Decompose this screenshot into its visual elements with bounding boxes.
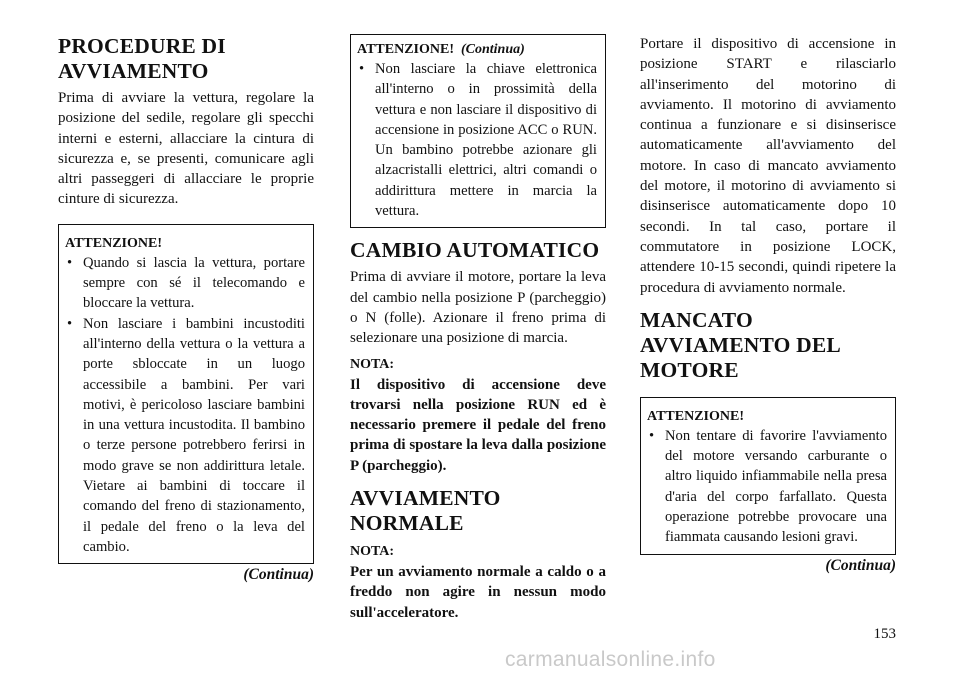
warning-title: ATTENZIONE! — [65, 235, 162, 251]
note-label: NOTA: — [350, 544, 395, 560]
warning-item: • Non lasciare la chiave elettronica all'interno o in prossimità della vettura e non lasciare il dispositivo di accensione in posizione ACC o RUN. Un bambino potrebbe azionare gli alzacristalli elettrici, altri comandi o addirittura mettere in marcia la vettura. — [357, 59, 597, 221]
column-right — [640, 34, 896, 575]
warning-continued-label: (Continua) — [460, 42, 525, 57]
continued-label: (Continua) — [825, 556, 896, 574]
warning-list — [647, 426, 887, 548]
note-label: NOTA: — [350, 356, 395, 372]
warning-title: ATTENZIONE! — [647, 408, 744, 424]
warning-title: ATTENZIONE! (Continua) — [357, 42, 525, 57]
page-number: 153 — [873, 626, 896, 642]
intro-paragraph: Prima di avviare la vettura, regolare la posizione del sedile, regolare gli specchi interni e esterni, allacciare la cintura di sicurezza e, se presenti, comunicare agli altri passeggeri di allacciare le proprie cinture di sicurezza. — [58, 90, 314, 208]
section-heading-mancato-avviamento: MANCATO AVVIAMENTO DEL MOTORE — [640, 307, 840, 382]
warning-item: • Non lasciare i bambini incustoditi all'interno della vettura o la vettura a porte sbloccate in un luogo accessibile a bambini. Per vari motivi, è pericoloso lasciare bambini in una vettura incustodita. Il bambino o terze persone potrebbero ferirsi in modo grave se non addirittura letale. Vietare ai bambini di toccare il comando del freno di stazionamento, il pedale del freno o la leva del cambio. — [65, 314, 305, 558]
warning-box — [58, 224, 314, 564]
section-heading-avviamento-normale: AVVIAMENTO NORMALE — [350, 486, 501, 536]
warning-item: • Non tentare di favorire l'avviamento del motore versando carburante o altro liquido infiammabile nella presa d'aria del corpo farfallato. Questa operazione potrebbe provocare una fiammata causando lesioni gravi. — [647, 426, 887, 548]
warning-box-continued — [350, 34, 606, 228]
column-middle — [350, 34, 606, 623]
continued-label: (Continua) — [243, 566, 314, 584]
warning-box — [640, 397, 896, 555]
note-text: Il dispositivo di accensione deve trovarsi nella posizione RUN ed è necessario premere il pedale del freno prima di spostare la leva dalla posizione P (parcheggio). — [350, 376, 606, 474]
section-heading-cambio-automatico: CAMBIO AUTOMATICO — [350, 238, 600, 263]
section-heading-procedure-avviamento: PROCEDURE DI AVVIAMENTO — [58, 34, 226, 83]
column-left — [58, 34, 314, 584]
note-text: Per un avviamento normale a caldo o a freddo non agire in nessun modo sull'acceleratore. — [350, 564, 606, 621]
warning-item: • Quando si lascia la vettura, portare sempre con sé il telecomando e bloccare la vettura. — [65, 253, 305, 314]
warning-list — [65, 253, 305, 557]
paragraph-cambio: Prima di avviare il motore, portare la leva del cambio nella posizione P (parcheggio) o N (folle). Azionare il freno prima di selezionare una posizione di marcia. — [350, 269, 606, 347]
watermark: carmanualsonline.info — [505, 648, 716, 671]
paragraph-avviamento: Portare il dispositivo di accensione in posizione START e rilasciarlo all'inserimento del motorino di avviamento. Il motorino di avviamento continua a funzionare e si disinserisce automaticamente all'avviamento del motore. In caso di mancato avviamento del motore, il motorino di avviamento si disinserisce automaticamente dopo 10 secondi. In tal caso, portare il commutatore in posizione LOCK, attendere 10-15 secondi, quindi ripetere la procedura di avviamento normale. — [640, 36, 896, 296]
warning-list — [357, 59, 597, 221]
